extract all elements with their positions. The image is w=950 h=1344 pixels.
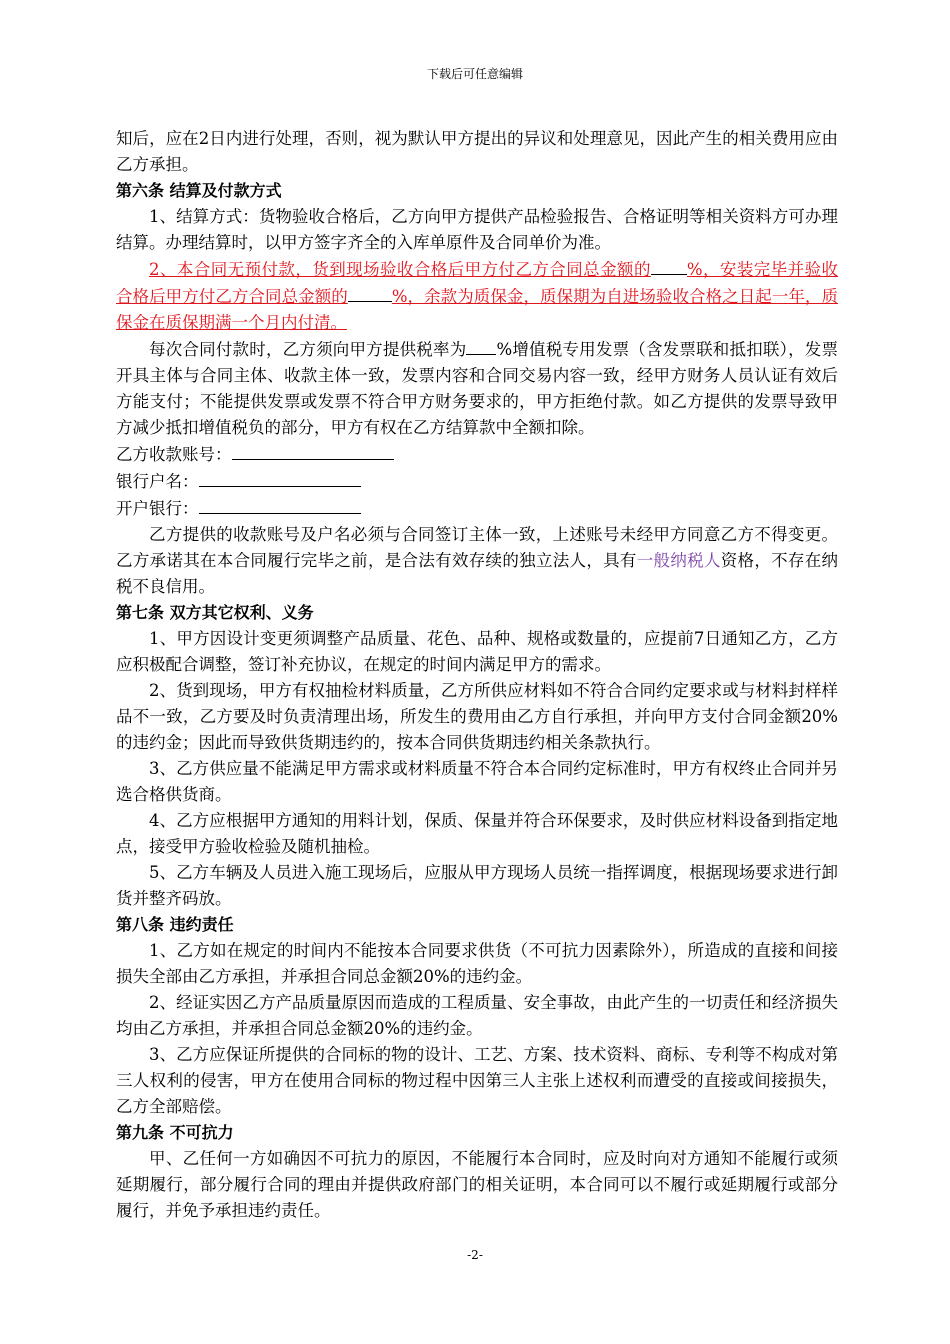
page-number: -2-: [467, 1248, 483, 1262]
invoice-clause: [116, 336, 838, 441]
bank-blank: [199, 495, 361, 514]
bank-account-name-line: [116, 468, 838, 495]
paragraph: 4、乙方应根据甲方通知的用料计划，保质、保量并符合环保要求，及时供应材料设备到指定地点，接受甲方验收检验及随机抽检。: [116, 811, 838, 856]
section-heading-8: 第八条 违约责任: [116, 915, 234, 934]
paragraph: 1、结算方式：货物验收合格后，乙方向甲方提供产品检验报告、合格证明等相关资料方可办理结算。办理结算时，以甲方签字齐全的入库单原件及合同单价为准。: [116, 207, 838, 252]
clause-text: %，安装完毕并验收合格后甲方付乙方合同总金额的: [116, 260, 839, 306]
account-number-line: [116, 441, 838, 468]
payment-clause: [116, 256, 838, 336]
paragraph: [116, 522, 838, 600]
section-heading-7: 第七条 双方其它权利、义务: [116, 603, 314, 622]
clause-text: 资格，不存在纳税不良信用。: [116, 551, 839, 596]
clause-text: %，余款为质保金，质保期为自进场验收合格之日起一年，质保金在质保期满一个月内付清。: [116, 287, 838, 332]
paragraph: 2、货到现场，甲方有权抽检材料质量，乙方所供应材料如不符合合同约定要求或与材料封样样品不一致，乙方要及时负责清理出场，所发生的费用由乙方自行承担，并向甲方支付合同金额20%的违约金；因此而导致供货期违约的，按本合同供货期违约相关条款执行。: [116, 681, 838, 752]
clause-text: 每次合同付款时，乙方须向甲方提供税率为: [149, 340, 467, 359]
paragraph: 知后，应在2日内进行处理，否则，视为默认甲方提出的异议和处理意见，因此产生的相关费用应由乙方承担。: [116, 129, 838, 174]
page-header: 下载后可任意编辑: [426, 67, 523, 81]
bank-label: 开户银行：: [116, 499, 199, 518]
blank-percent-1: [651, 256, 687, 275]
paragraph: 1、乙方如在规定的时间内不能按本合同要求供货（不可抗力因素除外），所造成的直接和间接损失全部由乙方承担，并承担合同总金额20%的违约金。: [116, 941, 838, 986]
bank-account-name-label: 银行户名：: [116, 472, 199, 491]
paragraph: 1、甲方因设计变更须调整产品质量、花色、品种、规格或数量的，应提前7日通知乙方，乙方应积极配合调整，签订补充协议，在规定的时间内满足甲方的需求。: [116, 629, 838, 674]
account-number-blank: [232, 441, 394, 460]
paragraph: 2、经证实因乙方产品质量原因而造成的工程质量、安全事故，由此产生的一切责任和经济损失均由乙方承担，并承担合同总金额20%的违约金。: [116, 993, 838, 1038]
clause-text: 乙方提供的收款账号及户名必须与合同签订主体一致，上述账号未经甲方同意乙方不得变更。乙方承诺其在本合同履行完毕之前，是合法有效存续的独立法人，具有: [116, 525, 838, 570]
blank-percent-2: [348, 283, 392, 302]
blank-tax-rate: [466, 336, 496, 355]
paragraph: 5、乙方车辆及人员进入施工现场后，应服从甲方现场人员统一指挥调度，根据现场要求进行卸货并整齐码放。: [116, 863, 838, 908]
paragraph: 甲、乙任何一方如确因不可抗力的原因，不能履行本合同时，应及时向对方通知不能履行或须延期履行，部分履行合同的理由并提供政府部门的相关证明，本合同可以不履行或延期履行或部分履行，并免予承担违约责任。: [116, 1149, 838, 1220]
clause-text: 2、本合同无预付款，货到现场验收合格后甲方付乙方合同总金额的: [149, 260, 651, 279]
paragraph: 3、乙方应保证所提供的合同标的物的设计、工艺、方案、技术资料、商标、专利等不构成对第三人权利的侵害，甲方在使用合同标的物过程中因第三人主张上述权利而遭受的直接或间接损失，乙方全部赔偿。: [116, 1045, 838, 1116]
taxpayer-link[interactable]: 一般纳税人: [636, 551, 721, 570]
paragraph: 3、乙方供应量不能满足甲方需求或材料质量不符合本合同约定标准时，甲方有权终止合同并另选合格供货商。: [116, 759, 838, 804]
section-heading-9: 第九条 不可抗力: [116, 1123, 234, 1142]
section-heading-6: 第六条 结算及付款方式: [116, 181, 282, 200]
clause-text: %增值税专用发票（含发票联和抵扣联），发票开具主体与合同主体、收款主体一致，发票内容和合同交易内容一致，经甲方财务人员认证有效后方能支付；不能提供发票或发票不符合甲方财务要求的，甲方拒绝付款。如乙方提供的发票导致甲方减少抵扣增值税负的部分，甲方有权在乙方结算款中全额扣除。: [116, 340, 839, 437]
account-number-label: 乙方收款账号：: [116, 445, 232, 464]
bank-account-name-blank: [199, 468, 361, 487]
bank-line: [116, 495, 838, 522]
document-body: [116, 126, 838, 1224]
